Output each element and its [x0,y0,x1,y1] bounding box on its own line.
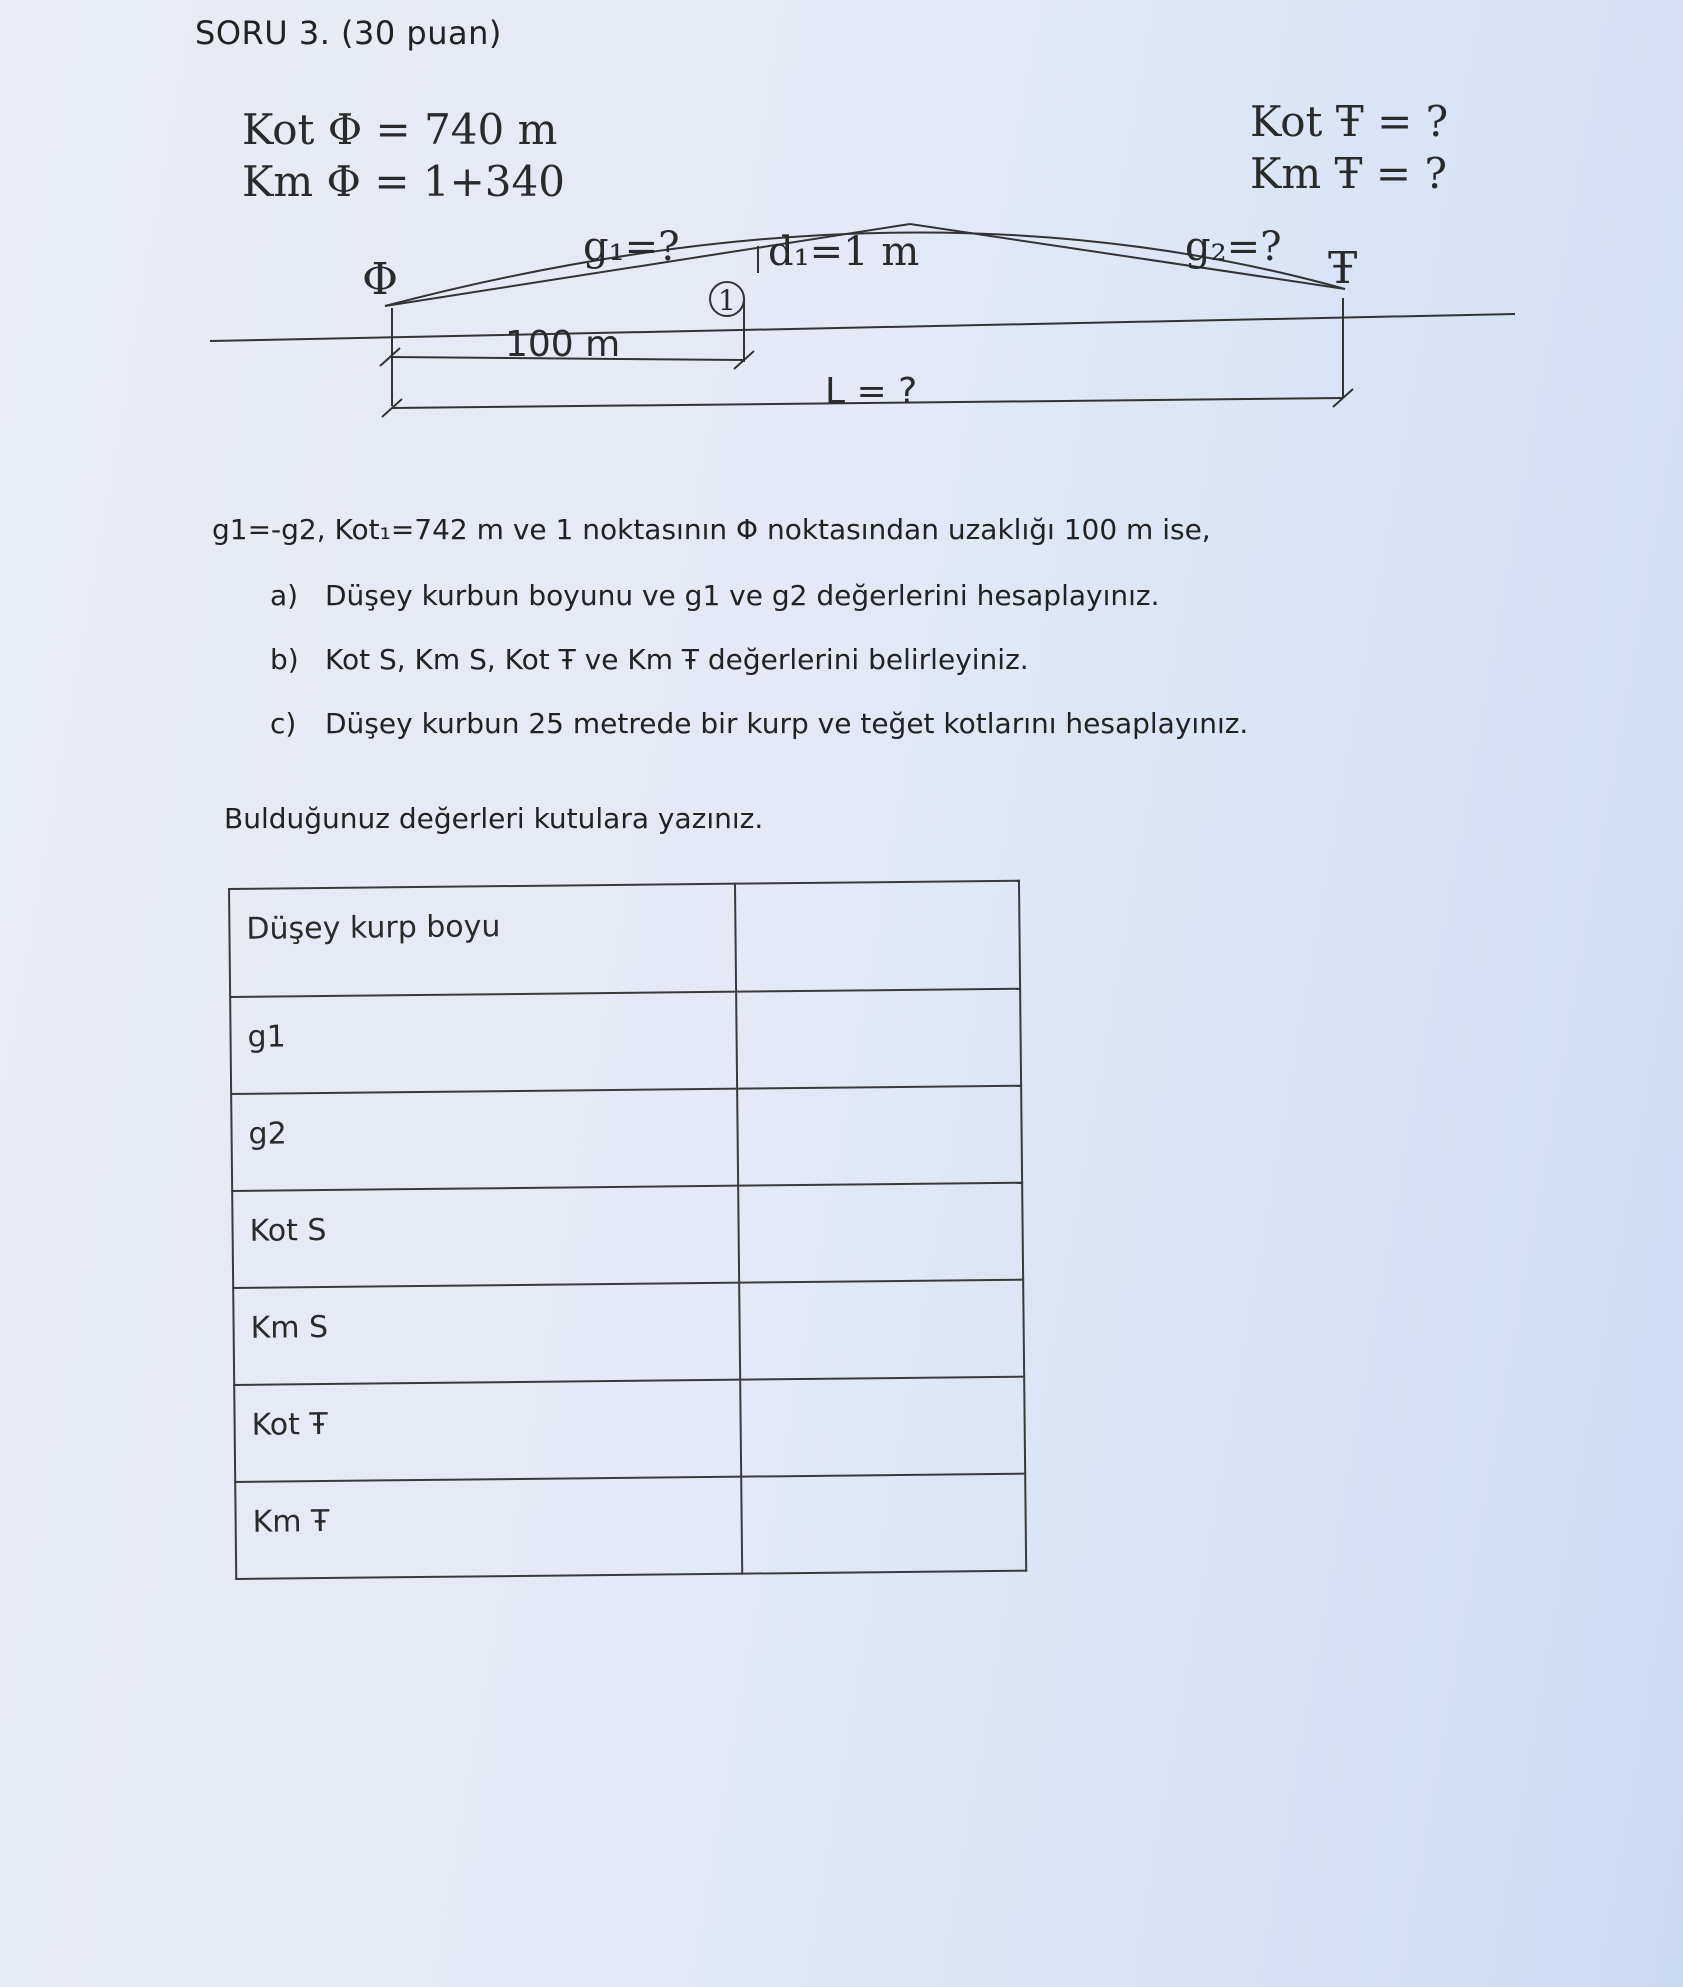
end-point-label: Ŧ [1328,243,1358,294]
task-item-a [270,580,1248,612]
task-item-label: a) [270,579,299,612]
table-row [231,1086,1022,1191]
task-item-text: Düşey kurbun boyunu ve g1 ve g2 değerlerini hesaplayınız. [325,579,1160,612]
given-kot-start: Kot Φ = 740 m [242,105,558,154]
table-row [235,1474,1026,1579]
answer-box-km-end[interactable] [741,1474,1026,1574]
row-label-km-end: Km Ŧ [235,1477,742,1579]
task-list [270,580,1248,772]
question-title: SORU 3. (30 puan) [195,14,502,52]
row-label-kot-end: Kot Ŧ [234,1380,741,1482]
row-label-km-s: Km S [233,1283,740,1385]
table-row [230,989,1021,1094]
g2-label: g₂=? [1185,224,1282,270]
g1-label: g₁=? [583,224,680,270]
row-label-curve-length: Düşey kurp boyu [229,884,736,997]
problem-statement: g1=-g2, Kot₁=742 m ve 1 noktasının Φ noktasından uzaklığı 100 m ise, [212,513,1211,546]
answer-table [228,880,1027,1580]
answer-box-km-s[interactable] [739,1280,1024,1380]
task-item-b [270,644,1248,676]
task-item-text: Düşey kurbun 25 metrede bir kurp ve teğet kotlarını hesaplayınız. [325,707,1249,740]
answer-instruction: Bulduğunuz değerleri kutulara yazınız. [224,802,764,835]
unknown-kot-end: Kot Ŧ = ? [1250,97,1449,146]
task-item-text: Kot S, Km S, Kot Ŧ ve Km Ŧ değerlerini belirleyiniz. [325,643,1029,676]
given-km-start: Km Φ = 1+340 [242,157,565,206]
answer-box-kot-s[interactable] [738,1183,1023,1283]
d1-label: d₁=1 m [768,229,920,275]
answer-box-curve-length[interactable] [735,881,1020,992]
task-item-c [270,708,1248,740]
distance-100m-label: 100 m [505,324,621,365]
ground-line [210,314,1515,341]
row-label-g2: g2 [231,1089,738,1191]
table-row [232,1183,1023,1288]
point1-label: 1 [718,284,736,317]
row-label-g1: g1 [230,992,737,1094]
row-label-kot-s: Kot S [232,1186,739,1288]
answer-box-g2[interactable] [737,1086,1022,1186]
answer-box-g1[interactable] [736,989,1021,1089]
table-row [234,1377,1025,1482]
table-row [229,881,1020,997]
curve-length-label: L = ? [825,371,918,412]
unknown-km-end: Km Ŧ = ? [1250,149,1447,198]
start-point-label: Φ [362,254,399,305]
vertical-curve-diagram [0,0,1683,440]
task-item-label: b) [270,643,299,676]
answer-box-kot-end[interactable] [740,1377,1025,1477]
task-item-label: c) [270,707,297,740]
table-row [233,1280,1024,1385]
